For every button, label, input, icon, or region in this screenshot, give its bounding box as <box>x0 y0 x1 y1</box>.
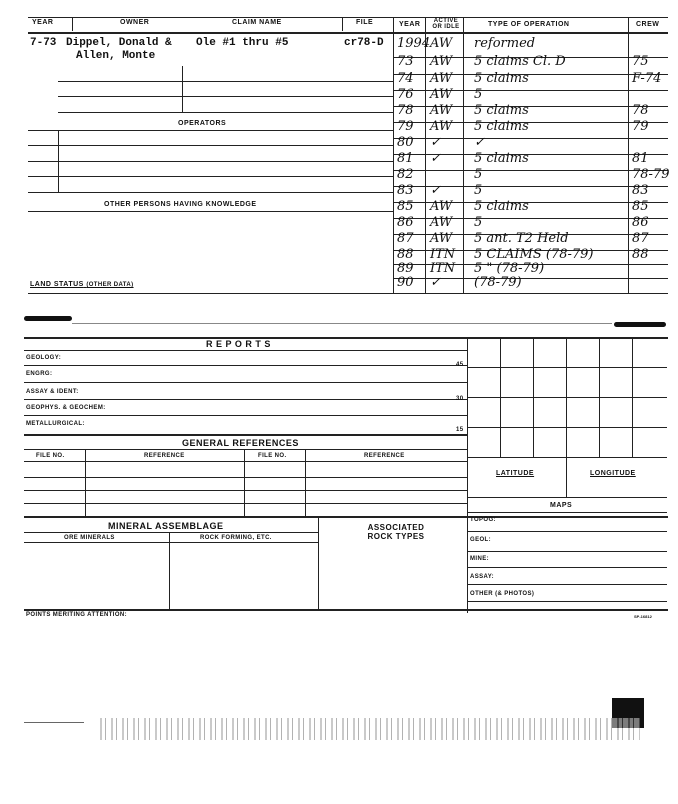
log-year: 83 <box>397 183 414 198</box>
log-crew: 79 <box>632 119 649 134</box>
reference-label-2: REFERENCE <box>364 453 405 459</box>
log-crew: 78 <box>632 103 649 118</box>
log-year: 81 <box>397 151 414 166</box>
log-status: AW <box>430 215 453 230</box>
record-file: cr78-D <box>344 37 384 49</box>
maps-label: MAPS <box>550 502 573 509</box>
header-crew: CREW <box>636 21 660 28</box>
log-year: 82 <box>397 167 414 182</box>
log-status: AW <box>430 103 453 118</box>
log-status: AW <box>430 36 453 51</box>
log-year: 73 <box>397 54 414 69</box>
log-status: AW <box>430 54 453 69</box>
log-operation: 5 ant. T2 Held <box>474 231 569 246</box>
log-crew: 88 <box>632 247 649 262</box>
log-operation: (78-79) <box>474 275 522 290</box>
log-operation: 5 <box>474 215 483 230</box>
log-operation: reformed <box>474 36 536 51</box>
log-year: 85 <box>397 199 414 214</box>
land-status-label <box>30 281 134 288</box>
log-year: 74 <box>397 71 414 86</box>
scan-noise-band <box>100 718 640 740</box>
reference-label-1: REFERENCE <box>144 453 185 459</box>
engrg-label: ENGRG: <box>26 371 53 377</box>
log-status: ITN <box>430 261 456 276</box>
ore-minerals-label: ORE MINERALS <box>64 535 115 541</box>
log-crew: 87 <box>632 231 649 246</box>
log-operation: 5 <box>474 167 483 182</box>
record-year: 7-73 <box>30 37 57 49</box>
header-active-or-idle: ACTIVE OR IDLE <box>432 18 460 30</box>
log-operation: 5 claims <box>474 119 529 134</box>
header-year-2: YEAR <box>399 21 421 28</box>
log-operation: 5 <box>474 183 483 198</box>
log-status: ✓ <box>430 275 441 290</box>
other-photos-label: OTHER (& PHOTOS) <box>470 591 535 597</box>
geol-label: GEOL: <box>470 537 491 543</box>
operators-label: OPERATORS <box>178 120 227 127</box>
assay-label: ASSAY & IDENT: <box>26 389 79 395</box>
log-year: 76 <box>397 87 414 102</box>
log-operation: 5 claims <box>474 199 529 214</box>
redaction-mark-left <box>24 316 72 321</box>
points-meriting-label: POINTS MERITING ATTENTION: <box>26 612 128 618</box>
log-year: 88 <box>397 247 414 262</box>
log-year: 90 <box>397 275 414 290</box>
log-year: 78 <box>397 103 414 118</box>
record-owner-line1: Dippel, Donald & <box>66 37 172 49</box>
latitude-label: LATITUDE <box>496 470 535 477</box>
header-year: YEAR <box>32 19 54 26</box>
log-year: 86 <box>397 215 414 230</box>
log-year: 87 <box>397 231 414 246</box>
log-operation: 5 <box>474 87 483 102</box>
log-year: 89 <box>397 261 414 276</box>
header-claim-name: CLAIM NAME <box>232 19 282 26</box>
log-crew: 78-79 <box>632 167 670 182</box>
land-status-title: LAND STATUS <box>30 281 84 288</box>
longitude-label: LONGITUDE <box>590 470 636 477</box>
log-crew: 85 <box>632 199 649 214</box>
record-owner-line2: Allen, Monte <box>76 50 156 62</box>
log-status: AW <box>430 231 453 246</box>
file-no-label-1: FILE NO. <box>36 453 65 459</box>
rock-forming-label: ROCK FORMING, ETC. <box>200 535 272 541</box>
log-operation: 5 CLAIMS (78-79) <box>474 247 594 262</box>
num-30: 30 <box>456 396 464 402</box>
log-status: ✓ <box>430 135 441 150</box>
mineral-assemblage-label: MINERAL ASSEMBLAGE <box>108 521 224 531</box>
log-operation: 5 " (78-79) <box>474 261 545 276</box>
log-crew: 75 <box>632 54 649 69</box>
log-operation: 5 claims <box>474 103 529 118</box>
mine-label: MINE: <box>470 556 489 562</box>
general-references-label: GENERAL REFERENCES <box>182 438 299 448</box>
land-status-sub: (OTHER DATA) <box>86 282 134 288</box>
file-no-label-2: FILE NO. <box>258 453 287 459</box>
log-operation: 5 claims <box>474 71 529 86</box>
log-status: AW <box>430 87 453 102</box>
header-type-of-operation: TYPE OF OPERATION <box>488 21 570 28</box>
num-15: 15 <box>456 427 464 433</box>
log-status: AW <box>430 71 453 86</box>
log-operation: ✓ <box>474 135 485 150</box>
other-persons-label: OTHER PERSONS HAVING KNOWLEDGE <box>104 201 257 208</box>
log-status: ✓ <box>430 151 441 166</box>
log-year: 1994 <box>397 36 431 51</box>
log-crew: F-74 <box>632 71 662 86</box>
log-status: AW <box>430 119 453 134</box>
log-crew: 83 <box>632 183 649 198</box>
associated-rock-types-label: ASSOCIATED ROCK TYPES <box>367 523 425 541</box>
reports-label: R E P O R T S <box>206 339 271 349</box>
geophys-label: GEOPHYS. & GEOCHEM: <box>26 405 106 411</box>
geology-label: GEOLOGY: <box>26 355 62 361</box>
assay-map-label: ASSAY: <box>470 574 495 580</box>
num-45: 45 <box>456 362 464 368</box>
log-operation: 5 claims Cl. D <box>474 54 566 69</box>
record-claim: Ole #1 thru #5 <box>196 37 289 49</box>
log-status: ✓ <box>430 183 441 198</box>
header-owner: OWNER <box>120 19 150 26</box>
log-status: AW <box>430 199 453 214</box>
log-status: ITN <box>430 247 456 262</box>
header-file: FILE <box>356 19 374 26</box>
log-crew: 86 <box>632 215 649 230</box>
log-year: 80 <box>397 135 414 150</box>
redaction-mark-right <box>614 322 666 327</box>
log-operation: 5 claims <box>474 151 529 166</box>
log-year: 79 <box>397 119 414 134</box>
log-crew: 81 <box>632 151 649 166</box>
form-number: SP-16812 <box>634 614 652 619</box>
topog-label: TOPOG: <box>470 517 496 523</box>
metallurgical-label: METALLURGICAL: <box>26 421 85 427</box>
